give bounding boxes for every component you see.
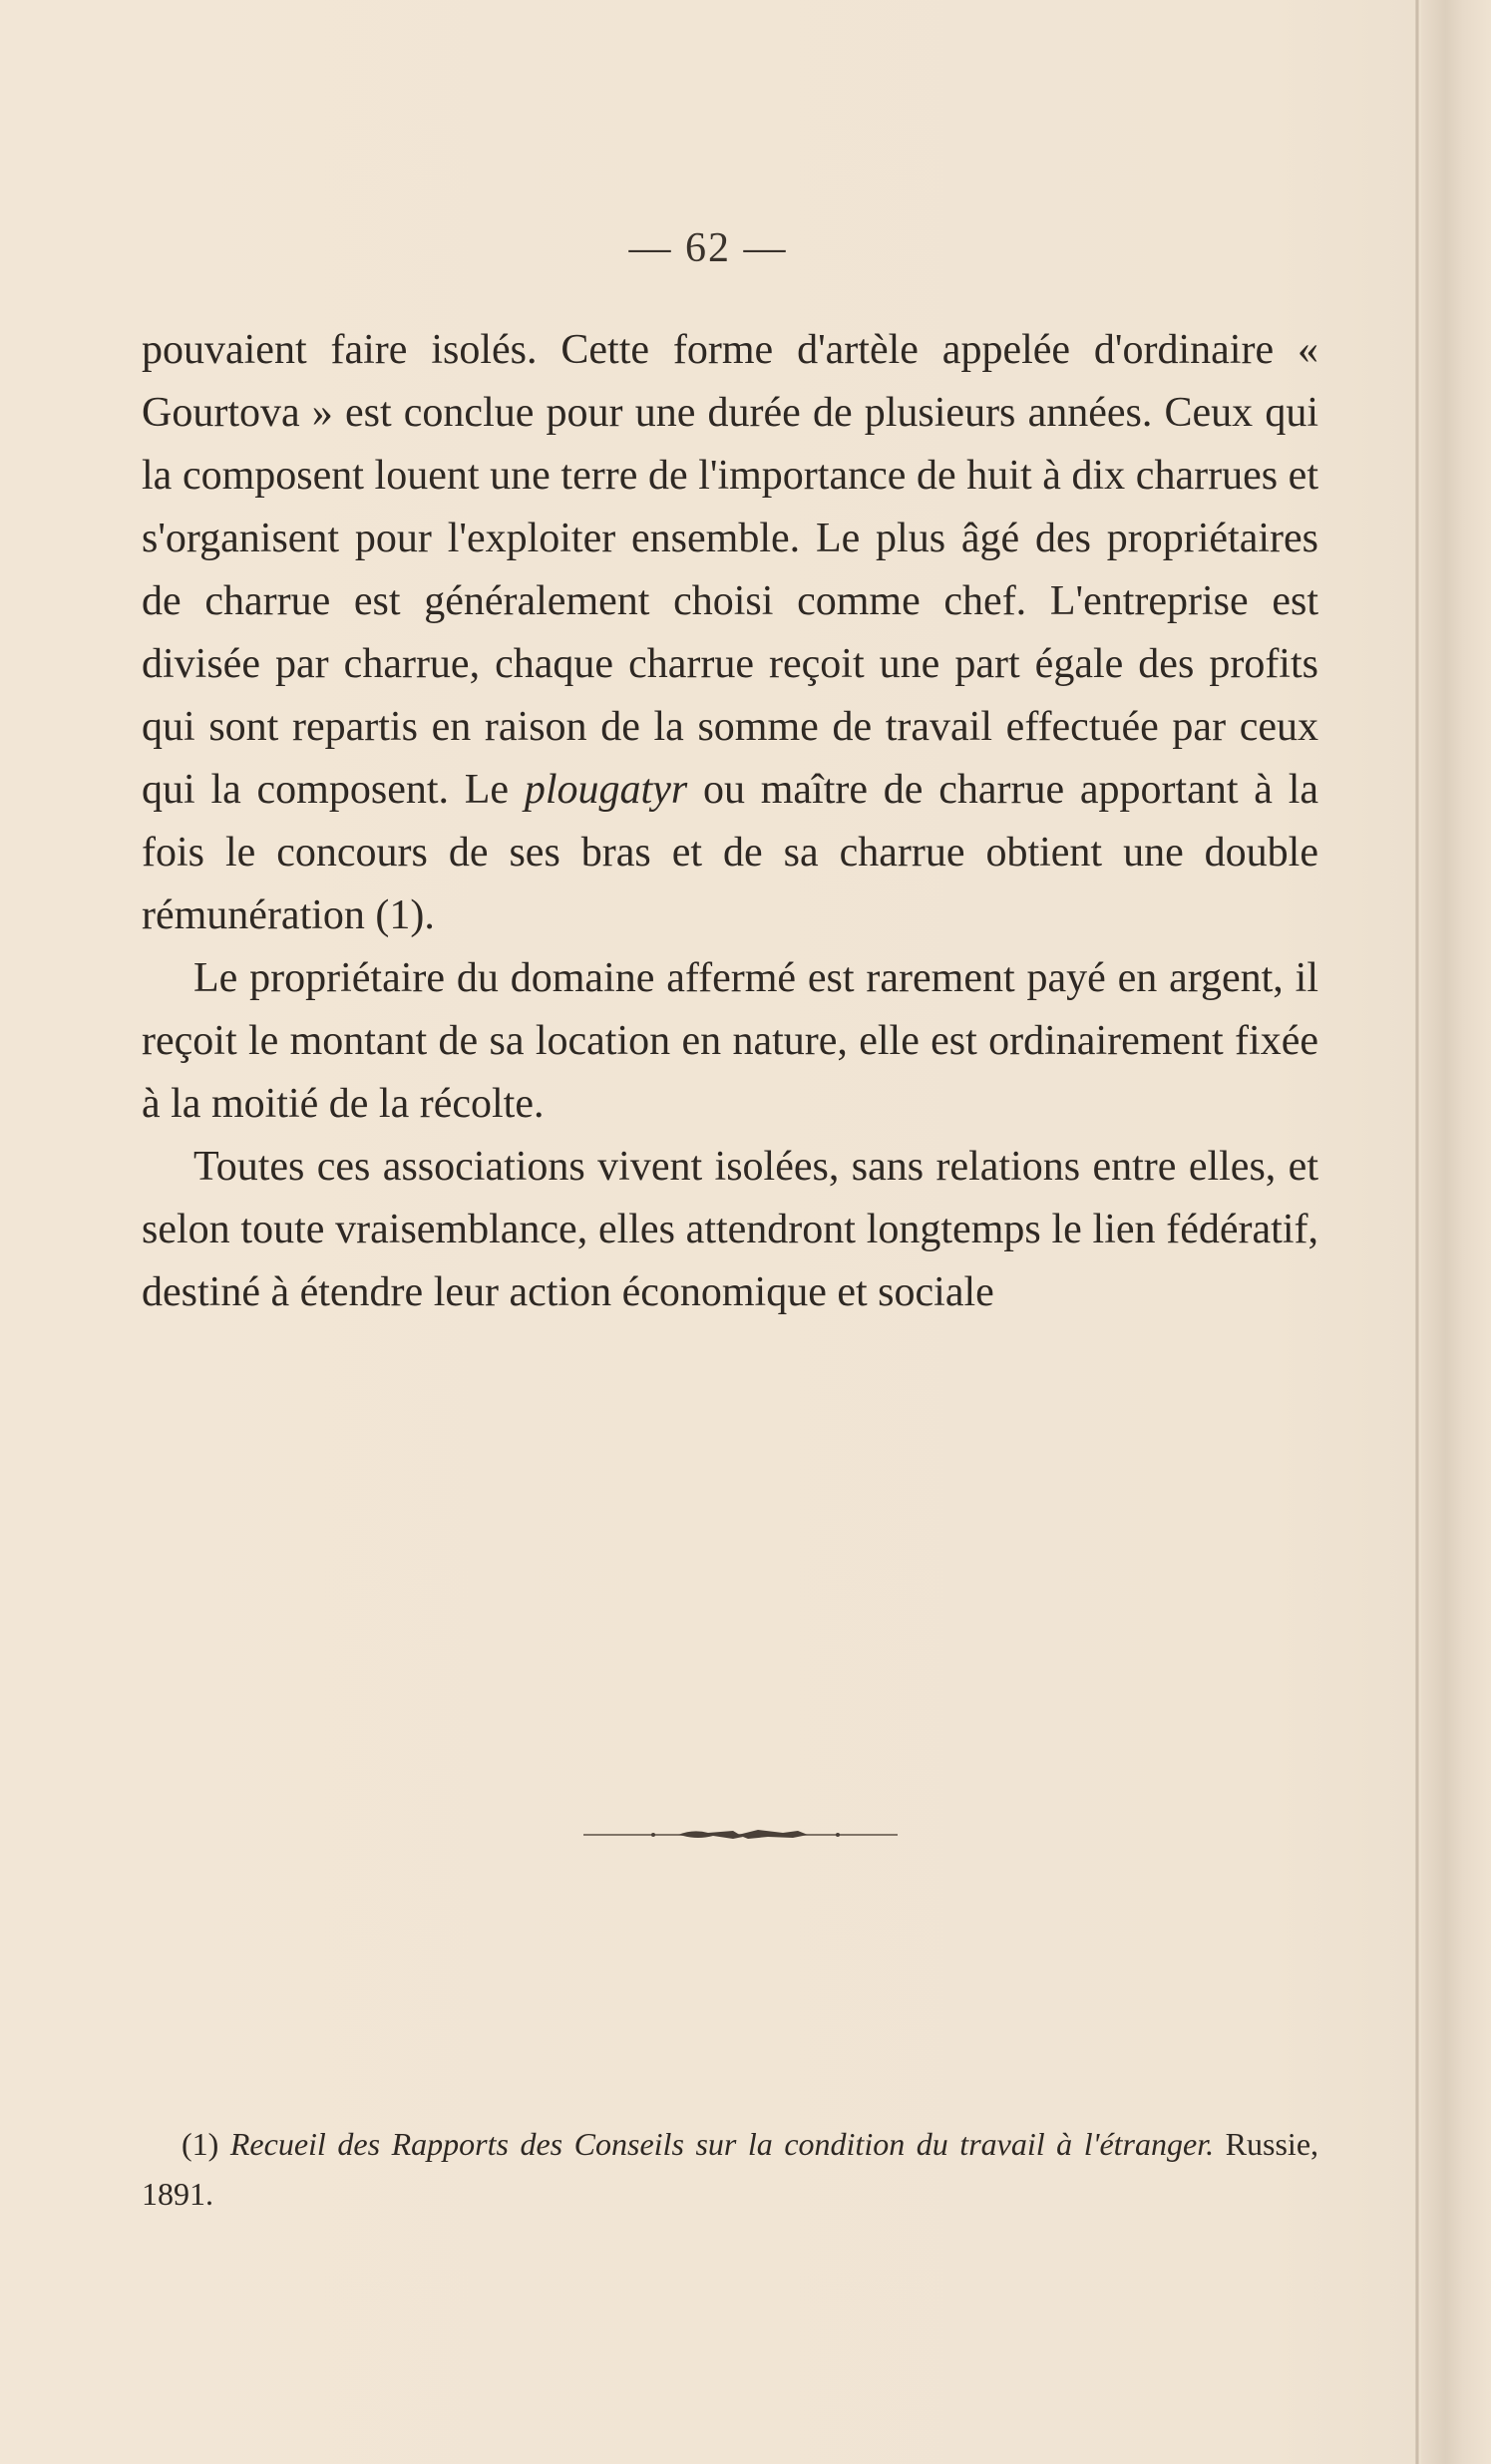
paragraph-2: Le propriétaire du domaine affermé est rarement payé en argent, il reçoit le montant de sa location en nature, elle est ordinairement fixée à la moitié de la récolte. [142, 955, 1318, 1127]
footnote-title: Recueil des Rapports des Conseils sur la condition du travail à l'étranger. [229, 2126, 1215, 2162]
page-number: — 62 — [628, 225, 788, 271]
page-spine [1421, 0, 1491, 2464]
spine-shadow [1415, 0, 1419, 2464]
footnote-marker: (1) [182, 2126, 219, 2162]
footnote-details: Russie, 1891. [142, 2126, 1319, 2212]
paragraph-3: Toutes ces associations vivent isolées, sans relations entre elles, et selon toute vraisemblance, elles attendront longtemps le lien fédératif, destiné à étendre leur action économique et sociale [142, 1144, 1318, 1315]
section-end-ornament [583, 1825, 898, 1845]
paragraph-1 [142, 319, 1318, 947]
paragraph-1-text-after: ou maître de charrue apportant à la fois le concours de ses bras et de sa charrue obtient une double rémunération (1). [142, 767, 1319, 938]
paragraph-1-italic-term: plougatyr [524, 767, 688, 813]
footnote [142, 2119, 1318, 2219]
paragraph-1-text: pouvaient faire isolés. Cette forme d'artèle appelée d'ordinaire « Gourtova » est conclue pour une durée de plusieurs années. Ceux qui la composent louent une terre de l'importance de huit à dix charrues et s'organisent pour l'exploiter ensemble. Le plus âgé des propriétaires de charrue est généralement choisi comme chef. L'entreprise est divisée par charrue, chaque charrue reçoit une part égale des profits qui sont repartis en raison de la somme de travail effectuée par ceux qui la composent. Le [142, 327, 1318, 813]
body-text [142, 319, 1318, 1324]
